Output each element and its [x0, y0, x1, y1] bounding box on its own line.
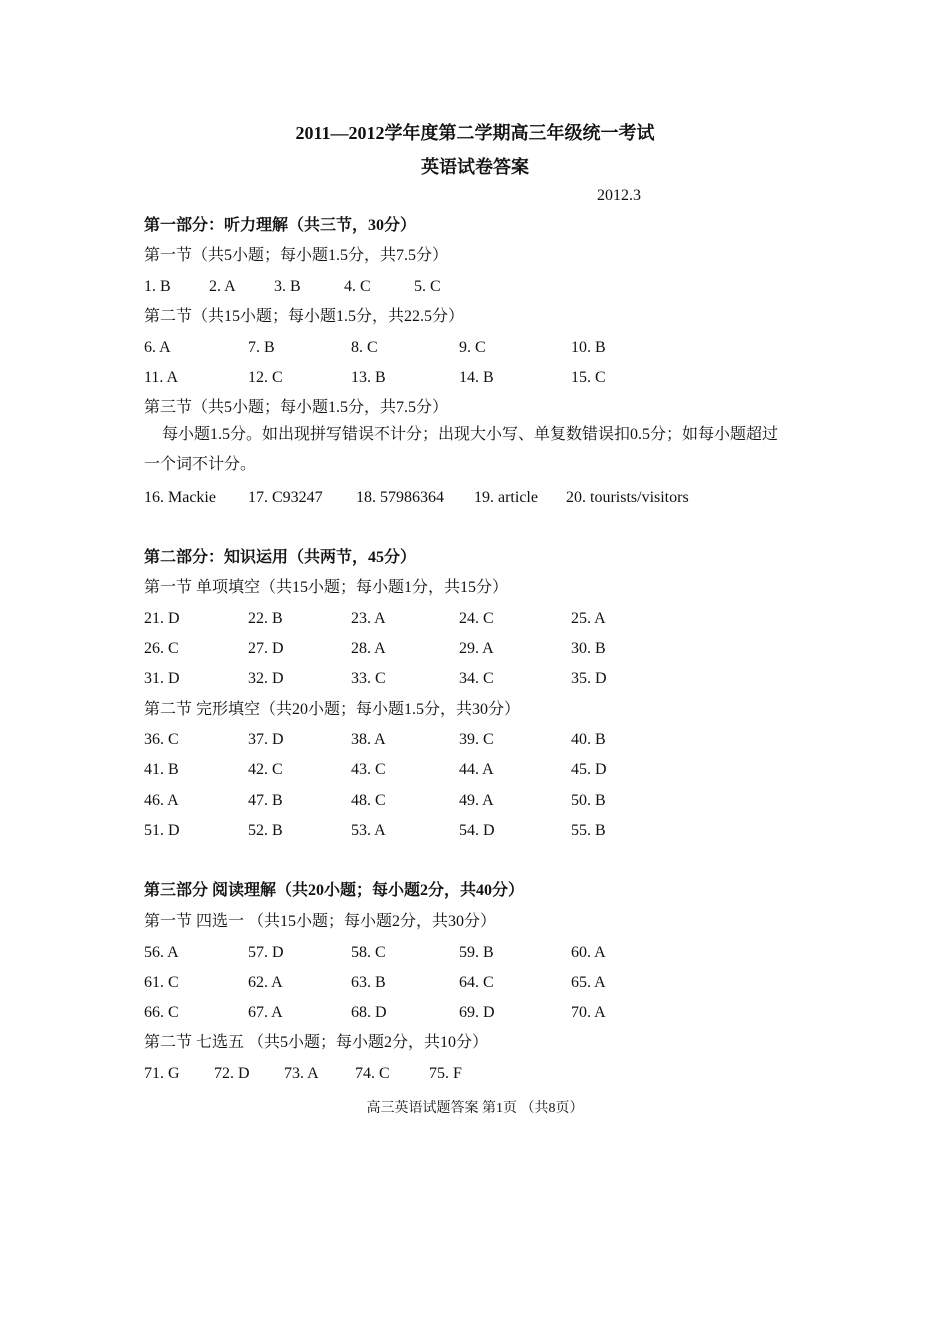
answer-item: 11. A [144, 369, 179, 386]
answer-item: 47. B [248, 792, 283, 809]
part1-section3-heading: 第三节（共5小题；每小题1.5分，共7.5分） [144, 399, 449, 416]
part1-section1-heading: 第一节（共5小题；每小题1.5分，共7.5分） [144, 247, 449, 264]
page-footer: 高三英语试题答案 第1页 （共8页） [366, 1101, 584, 1116]
answer-item: 25. A [571, 610, 606, 627]
answer-item: 32. D [248, 670, 284, 687]
answer-item: 35. D [571, 670, 607, 687]
answer-item: 51. D [144, 822, 180, 839]
answer-item: 70. A [571, 1004, 606, 1021]
answer-item: 46. A [144, 792, 179, 809]
answer-item: 75. F [429, 1065, 462, 1082]
answer-item: 73. A [284, 1065, 319, 1082]
answer-item: 61. C [144, 974, 179, 991]
answer-item: 2. A [209, 278, 236, 295]
document-title: 2011—2012学年度第二学期高三年级统一考试 [295, 123, 655, 143]
answer-item: 37. D [248, 731, 284, 748]
part1-heading: 第一部分：听力理解（共三节，30分） [144, 217, 417, 234]
answer-item: 15. C [571, 369, 606, 386]
answer-item: 44. A [459, 761, 494, 778]
answer-item: 67. A [248, 1004, 283, 1021]
answer-item: 69. D [459, 1004, 495, 1021]
answer-item: 24. C [459, 610, 494, 627]
answer-item: 55. B [571, 822, 606, 839]
answer-item: 65. A [571, 974, 606, 991]
answer-item: 56. A [144, 944, 179, 961]
part1-section2-heading: 第二节（共15小题；每小题1.5分，共22.5分） [144, 308, 465, 325]
answer-item: 42. C [248, 761, 283, 778]
answer-item: 34. C [459, 670, 494, 687]
answer-item: 68. D [351, 1004, 387, 1021]
part2-heading: 第二部分：知识运用（共两节，45分） [144, 549, 417, 566]
answer-item: 57. D [248, 944, 284, 961]
answer-item: 22. B [248, 610, 283, 627]
answer-item: 39. C [459, 731, 494, 748]
answer-item: 62. A [248, 974, 283, 991]
answer-item: 64. C [459, 974, 494, 991]
answer-item: 33. C [351, 670, 386, 687]
answer-item: 63. B [351, 974, 386, 991]
answer-item: 74. C [355, 1065, 390, 1082]
part1-section3-note-cont: 一个词不计分。 [144, 456, 257, 473]
answer-item: 6. A [144, 339, 171, 356]
answer-item: 4. C [344, 278, 371, 295]
answer-item: 45. D [571, 761, 607, 778]
answer-item: 26. C [144, 640, 179, 657]
answer-item: 36. C [144, 731, 179, 748]
answer-item: 53. A [351, 822, 386, 839]
answer-item: 10. B [571, 339, 606, 356]
answer-item: 71. G [144, 1065, 180, 1082]
answer-item: 48. C [351, 792, 386, 809]
answer-item: 40. B [571, 731, 606, 748]
part3-section2-heading: 第二节 七选五 （共5小题；每小题2分，共10分） [144, 1034, 489, 1051]
answer-item: 27. D [248, 640, 284, 657]
answer-item: 5. C [414, 278, 441, 295]
answer-item: 60. A [571, 944, 606, 961]
part3-section1-heading: 第一节 四选一 （共15小题；每小题2分，共30分） [144, 913, 497, 930]
answer-item: 28. A [351, 640, 386, 657]
part3-heading: 第三部分 阅读理解（共20小题；每小题2分，共40分） [144, 882, 525, 899]
document-subtitle: 英语试卷答案 [421, 157, 529, 177]
answer-item: 8. C [351, 339, 378, 356]
answer-item: 49. A [459, 792, 494, 809]
answer-item: 58. C [351, 944, 386, 961]
part2-section1-heading: 第一节 单项填空（共15小题；每小题1分，共15分） [144, 579, 509, 596]
part1-section3-note: 每小题1.5分。如出现拼写错误不计分；出现大小写、单复数错误扣0.5分；如每小题超过 [162, 426, 779, 443]
answer-item: 13. B [351, 369, 386, 386]
answer-item: 19. article [474, 489, 538, 506]
answer-item: 66. C [144, 1004, 179, 1021]
answer-item: 1. B [144, 278, 171, 295]
answer-item: 16. Mackie [144, 489, 216, 506]
answer-item: 41. B [144, 761, 179, 778]
answer-item: 31. D [144, 670, 180, 687]
answer-item: 50. B [571, 792, 606, 809]
answer-item: 52. B [248, 822, 283, 839]
answer-item: 21. D [144, 610, 180, 627]
answer-item: 23. A [351, 610, 386, 627]
answer-item: 18. 57986364 [356, 489, 444, 506]
answer-item: 43. C [351, 761, 386, 778]
answer-item: 17. C93247 [248, 489, 323, 506]
answer-item: 14. B [459, 369, 494, 386]
answer-item: 30. B [571, 640, 606, 657]
answer-item: 59. B [459, 944, 494, 961]
answer-item: 38. A [351, 731, 386, 748]
answer-item: 3. B [274, 278, 301, 295]
answer-item: 12. C [248, 369, 283, 386]
answer-item: 20. tourists/visitors [566, 489, 689, 506]
answer-item: 29. A [459, 640, 494, 657]
answer-item: 7. B [248, 339, 275, 356]
answer-item: 54. D [459, 822, 495, 839]
part2-section2-heading: 第二节 完形填空（共20小题；每小题1.5分，共30分） [144, 701, 521, 718]
document-date: 2012.3 [597, 187, 641, 204]
answer-item: 72. D [214, 1065, 250, 1082]
answer-item: 9. C [459, 339, 486, 356]
